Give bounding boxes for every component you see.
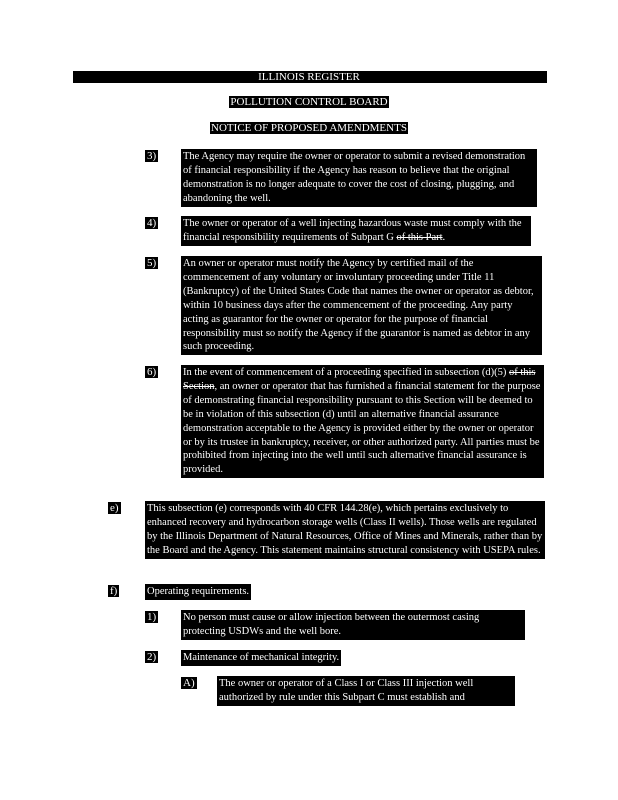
item-number-5: 5): [147, 257, 157, 269]
register-title: ILLINOIS REGISTER: [258, 71, 360, 83]
paragraph-f1: No person must cause or allow injection between the outermost casing protecting USDWs and the well bore.: [181, 610, 525, 640]
paragraph-4-strike: of this Part: [396, 231, 443, 243]
paragraph-4-end: .: [442, 231, 446, 243]
paragraph-f: Operating requirements.: [145, 584, 251, 600]
paragraph-f2: Maintenance of mechanical integrity.: [181, 650, 341, 666]
notice-title: NOTICE OF PROPOSED AMENDMENTS: [211, 122, 407, 134]
item-number-f1: 1): [147, 611, 157, 623]
paragraph-6-text-b: , an owner or operator that has furnished a financial statement for the purpose of demonstrating financial responsibility pursuant to this Section will be deemed to be in violation of this subsection (d) until an alternative financial assurance demonstration acceptable to the Agency is provided either by the owner or operator or by its trustee in bankruptcy, receiver, or other authorized party. All parties must be prohibited from injecting into the well until such alternative financial assurance is provided.: [183, 380, 541, 476]
item-number-fA: A): [183, 677, 195, 689]
item-number-f: f): [110, 585, 118, 597]
item-number-6: 6): [147, 366, 157, 378]
item-number-3: 3): [147, 150, 157, 162]
paragraph-4-text: The owner or operator of a well injecting hazardous waste must comply with the financial responsibility requirements of Subpart G: [183, 218, 522, 243]
paragraph-6: [181, 365, 544, 478]
paragraph-5: An owner or operator must notify the Agency by certified mail of the commencement of any voluntary or involuntary proceeding under Title 11 (Bankruptcy) of the United States Code that names the owner or operator as debtor, within 10 business days after the commencement of the proceeding. Any party acting as guarantor for the owner or operator for the purpose of financial responsibility must so notify the Agency if the guarantor is named as debtor in any such proceeding.: [181, 256, 542, 355]
paragraph-fA: The owner or operator of a Class I or Class III injection well authorized by rule under this Subpart C must establish and: [217, 676, 515, 706]
paragraph-4: [181, 216, 531, 246]
item-number-e: e): [110, 502, 119, 514]
board-title: POLLUTION CONTROL BOARD: [230, 96, 388, 108]
paragraph-3: The Agency may require the owner or operator to submit a revised demonstration of financial responsibility if the Agency has reason to believe that the original demonstration is no longer adequate to cover the cost of closing, plugging, and abandoning the well.: [181, 149, 537, 207]
paragraph-6-strike: of this Section: [183, 367, 536, 392]
item-number-4: 4): [147, 217, 157, 229]
item-number-f2: 2): [147, 651, 157, 663]
paragraph-e: This subsection (e) corresponds with 40 CFR 144.28(e), which pertains exclusively to enhanced recovery and hydrocarbon storage wells (Class II wells). Those wells are regulated by the Illinois Department of Natural Resources, Office of Mines and Minerals, rather than by the Board and the Agency. This statement maintains structural consistency with USEPA rules.: [145, 501, 545, 559]
paragraph-6-text-a: In the event of commencement of a proceeding specified in subsection (d)(5): [183, 367, 507, 378]
